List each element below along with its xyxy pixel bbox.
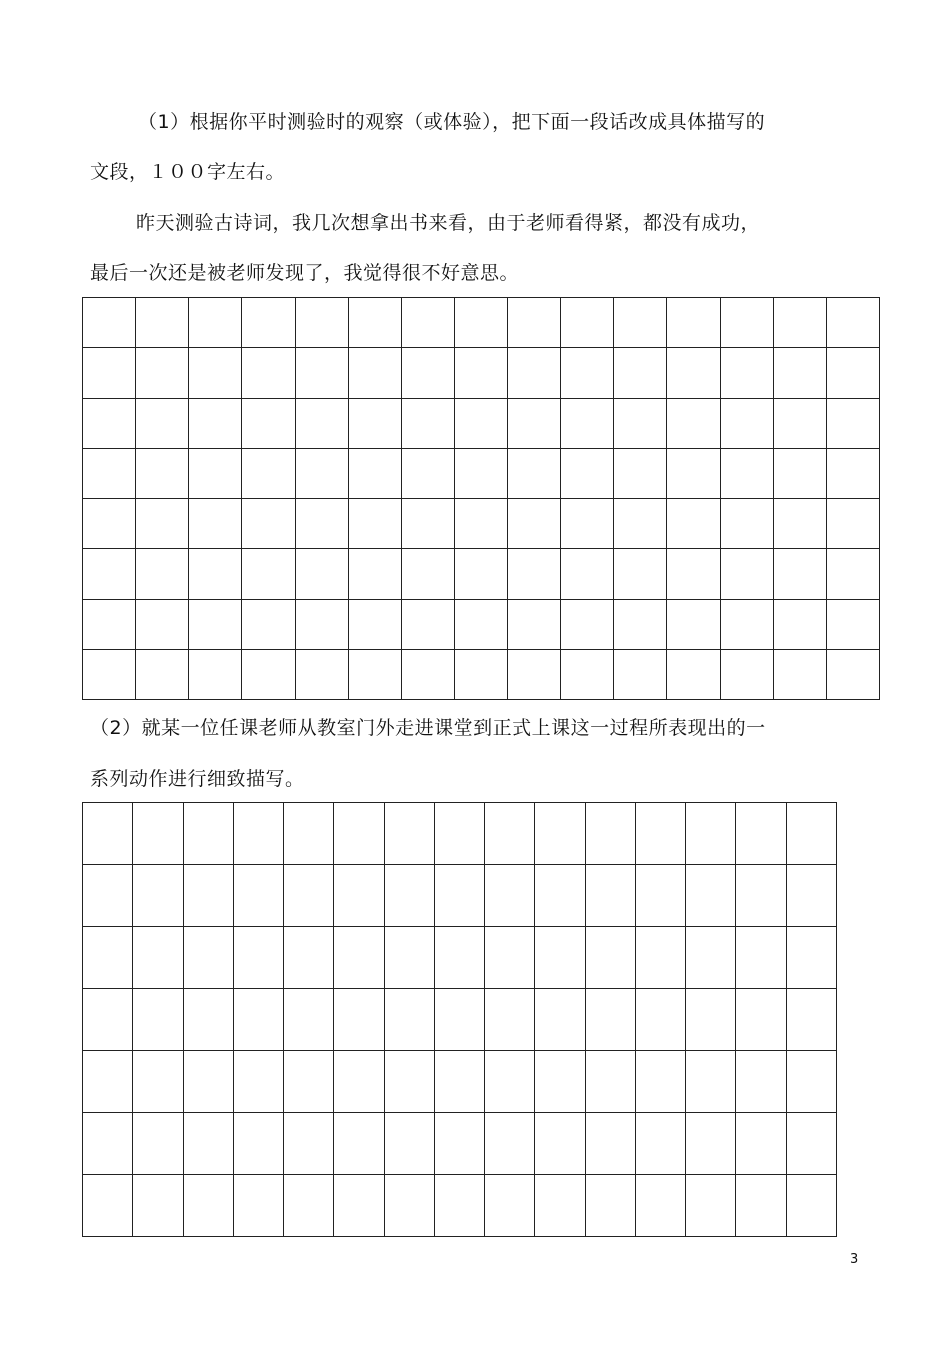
grid-cell[interactable] — [667, 298, 720, 348]
grid-row — [83, 649, 880, 699]
grid-cell[interactable] — [136, 599, 189, 649]
grid-cell[interactable] — [384, 865, 434, 927]
grid-cell[interactable] — [773, 499, 826, 549]
grid-cell[interactable] — [635, 989, 685, 1051]
grid-cell[interactable] — [561, 549, 614, 599]
grid-cell[interactable] — [736, 989, 786, 1051]
grid-cell[interactable] — [736, 1175, 786, 1237]
grid-cell[interactable] — [295, 348, 348, 398]
grid-cell[interactable] — [508, 499, 561, 549]
grid-cell[interactable] — [233, 1113, 283, 1175]
grid-cell[interactable] — [454, 649, 507, 699]
grid-cell[interactable] — [635, 927, 685, 989]
grid-cell[interactable] — [614, 499, 667, 549]
grid-cell[interactable] — [384, 1113, 434, 1175]
grid-cell[interactable] — [720, 549, 773, 599]
grid-cell[interactable] — [561, 448, 614, 498]
grid-cell[interactable] — [434, 1113, 484, 1175]
grid-cell[interactable] — [284, 1051, 334, 1113]
grid-cell[interactable] — [686, 989, 736, 1051]
grid-cell[interactable] — [189, 348, 242, 398]
task1-line-1: （1）根据你平时测验时的观察（或体验），把下面一段话改成具体描写的 — [138, 111, 766, 133]
grid-cell[interactable] — [667, 549, 720, 599]
grid-cell[interactable] — [284, 803, 334, 865]
task1-quote-line-1: 昨天测验古诗词，我几次想拿出书来看，由于老师看得紧，都没有成功， — [136, 212, 761, 234]
grid-cell[interactable] — [183, 1113, 233, 1175]
grid-row — [83, 298, 880, 348]
grid-cell[interactable] — [189, 448, 242, 498]
grid-cell[interactable] — [585, 989, 635, 1051]
grid-cell[interactable] — [786, 989, 836, 1051]
grid-cell[interactable] — [348, 599, 401, 649]
grid-cell[interactable] — [189, 649, 242, 699]
grid-cell[interactable] — [295, 298, 348, 348]
grid-cell[interactable] — [826, 398, 879, 448]
grid-cell[interactable] — [401, 348, 454, 398]
grid-cell[interactable] — [334, 989, 384, 1051]
grid-cell[interactable] — [295, 549, 348, 599]
grid-cell[interactable] — [686, 1175, 736, 1237]
grid-cell[interactable] — [284, 989, 334, 1051]
grid-cell[interactable] — [136, 348, 189, 398]
grid-cell[interactable] — [485, 1175, 535, 1237]
grid-cell[interactable] — [83, 549, 136, 599]
grid-cell[interactable] — [133, 989, 183, 1051]
grid-cell[interactable] — [83, 1175, 133, 1237]
grid-cell[interactable] — [614, 448, 667, 498]
grid-cell[interactable] — [635, 865, 685, 927]
grid-cell[interactable] — [614, 599, 667, 649]
grid-row — [83, 1113, 837, 1175]
task2-line-2: 系列动作进行细致描写。 — [90, 768, 305, 790]
grid-cell[interactable] — [667, 599, 720, 649]
grid-cell[interactable] — [183, 927, 233, 989]
grid-row — [83, 803, 837, 865]
grid-cell[interactable] — [284, 1113, 334, 1175]
grid-cell[interactable] — [183, 803, 233, 865]
grid-cell[interactable] — [720, 298, 773, 348]
grid-cell[interactable] — [635, 1051, 685, 1113]
grid-cell[interactable] — [786, 1113, 836, 1175]
grid-cell[interactable] — [667, 499, 720, 549]
grid-row — [83, 348, 880, 398]
grid-cell[interactable] — [454, 599, 507, 649]
grid-cell[interactable] — [401, 599, 454, 649]
grid-cell[interactable] — [334, 803, 384, 865]
grid-cell[interactable] — [561, 599, 614, 649]
grid-cell[interactable] — [189, 599, 242, 649]
grid-cell[interactable] — [720, 448, 773, 498]
grid-row — [83, 989, 837, 1051]
grid-cell[interactable] — [401, 499, 454, 549]
grid-cell[interactable] — [133, 1113, 183, 1175]
page-number: 3 — [850, 1252, 859, 1267]
grid-cell[interactable] — [773, 549, 826, 599]
grid-cell[interactable] — [686, 927, 736, 989]
grid-cell[interactable] — [454, 398, 507, 448]
grid-cell[interactable] — [233, 803, 283, 865]
grid-cell[interactable] — [183, 865, 233, 927]
grid-cell[interactable] — [585, 1175, 635, 1237]
grid-cell[interactable] — [635, 1113, 685, 1175]
grid-cell[interactable] — [736, 1113, 786, 1175]
grid-cell[interactable] — [242, 398, 295, 448]
grid-cell[interactable] — [485, 927, 535, 989]
grid-cell[interactable] — [348, 298, 401, 348]
grid-row — [83, 599, 880, 649]
grid-cell[interactable] — [136, 649, 189, 699]
grid-cell[interactable] — [535, 803, 585, 865]
grid-cell[interactable] — [508, 398, 561, 448]
grid-cell[interactable] — [401, 549, 454, 599]
grid-cell[interactable] — [242, 499, 295, 549]
grid-cell[interactable] — [686, 865, 736, 927]
grid-cell[interactable] — [535, 989, 585, 1051]
grid-cell[interactable] — [183, 1051, 233, 1113]
grid-cell[interactable] — [136, 398, 189, 448]
grid-cell[interactable] — [384, 989, 434, 1051]
grid-row — [83, 927, 837, 989]
grid-cell[interactable] — [720, 499, 773, 549]
grid-cell[interactable] — [242, 599, 295, 649]
grid-row — [83, 448, 880, 498]
grid-cell[interactable] — [348, 499, 401, 549]
grid-cell[interactable] — [773, 649, 826, 699]
grid-cell[interactable] — [401, 298, 454, 348]
grid-cell[interactable] — [284, 865, 334, 927]
grid-cell[interactable] — [773, 599, 826, 649]
grid-cell[interactable] — [561, 499, 614, 549]
grid-cell[interactable] — [736, 865, 786, 927]
grid-cell[interactable] — [133, 927, 183, 989]
grid-cell[interactable] — [242, 348, 295, 398]
grid-cell[interactable] — [773, 348, 826, 398]
grid-cell[interactable] — [384, 1175, 434, 1237]
grid-cell[interactable] — [535, 1113, 585, 1175]
grid-row — [83, 398, 880, 448]
grid-cell[interactable] — [83, 599, 136, 649]
grid-cell[interactable] — [295, 398, 348, 448]
grid-cell[interactable] — [334, 1113, 384, 1175]
writing-grid-1[interactable] — [82, 297, 880, 700]
grid-cell[interactable] — [348, 549, 401, 599]
grid-cell[interactable] — [233, 865, 283, 927]
grid-cell[interactable] — [614, 549, 667, 599]
grid-cell[interactable] — [454, 499, 507, 549]
grid-cell[interactable] — [401, 448, 454, 498]
grid-cell[interactable] — [233, 1175, 283, 1237]
grid-cell[interactable] — [786, 803, 836, 865]
task2-line-1: （2）就某一位任课老师从教室门外走进课堂到正式上课这一过程所表现出的一 — [90, 717, 766, 739]
grid-cell[interactable] — [485, 803, 535, 865]
grid-cell[interactable] — [83, 398, 136, 448]
grid-cell[interactable] — [348, 649, 401, 699]
grid-cell[interactable] — [736, 1051, 786, 1113]
grid-cell[interactable] — [773, 298, 826, 348]
grid-cell[interactable] — [786, 927, 836, 989]
grid-cell[interactable] — [233, 1051, 283, 1113]
grid-cell[interactable] — [561, 348, 614, 398]
grid-cell[interactable] — [585, 1113, 635, 1175]
grid-cell[interactable] — [133, 1051, 183, 1113]
grid-cell[interactable] — [83, 499, 136, 549]
grid-cell[interactable] — [83, 448, 136, 498]
writing-grid-2[interactable] — [82, 802, 837, 1237]
grid-cell[interactable] — [242, 549, 295, 599]
grid-cell[interactable] — [786, 1175, 836, 1237]
grid-cell[interactable] — [720, 348, 773, 398]
grid-cell[interactable] — [561, 398, 614, 448]
grid-cell[interactable] — [667, 448, 720, 498]
grid-cell[interactable] — [585, 927, 635, 989]
grid-cell[interactable] — [736, 803, 786, 865]
grid-cell[interactable] — [826, 298, 879, 348]
grid-cell[interactable] — [786, 1051, 836, 1113]
grid-cell[interactable] — [720, 398, 773, 448]
grid-cell[interactable] — [233, 989, 283, 1051]
grid-cell[interactable] — [773, 398, 826, 448]
grid-cell[interactable] — [133, 865, 183, 927]
grid-row — [83, 1051, 837, 1113]
grid-cell[interactable] — [434, 927, 484, 989]
grid-cell[interactable] — [667, 348, 720, 398]
grid-cell[interactable] — [401, 649, 454, 699]
grid-cell[interactable] — [454, 298, 507, 348]
grid-cell[interactable] — [535, 865, 585, 927]
grid-cell[interactable] — [83, 1113, 133, 1175]
grid-cell[interactable] — [136, 549, 189, 599]
grid-cell[interactable] — [667, 398, 720, 448]
grid-cell[interactable] — [614, 348, 667, 398]
grid-cell[interactable] — [133, 803, 183, 865]
grid-cell[interactable] — [136, 448, 189, 498]
grid-cell[interactable] — [434, 1175, 484, 1237]
grid-cell[interactable] — [585, 1051, 635, 1113]
grid-cell[interactable] — [826, 448, 879, 498]
grid-cell[interactable] — [83, 649, 136, 699]
grid-cell[interactable] — [295, 599, 348, 649]
grid-cell[interactable] — [334, 1051, 384, 1113]
grid-row — [83, 549, 880, 599]
grid-cell[interactable] — [508, 649, 561, 699]
grid-cell[interactable] — [826, 549, 879, 599]
grid-cell[interactable] — [667, 649, 720, 699]
grid-cell[interactable] — [508, 549, 561, 599]
grid-cell[interactable] — [535, 927, 585, 989]
grid-cell[interactable] — [295, 649, 348, 699]
grid-cell[interactable] — [485, 865, 535, 927]
grid-cell[interactable] — [136, 499, 189, 549]
grid-cell[interactable] — [136, 298, 189, 348]
grid-cell[interactable] — [183, 989, 233, 1051]
grid-cell[interactable] — [826, 348, 879, 398]
grid-cell[interactable] — [295, 448, 348, 498]
grid-cell[interactable] — [189, 499, 242, 549]
grid-cell[interactable] — [189, 549, 242, 599]
grid-cell[interactable] — [454, 348, 507, 398]
grid-cell[interactable] — [561, 298, 614, 348]
grid-cell[interactable] — [434, 1051, 484, 1113]
grid-cell[interactable] — [508, 348, 561, 398]
grid-cell[interactable] — [401, 398, 454, 448]
grid-cell[interactable] — [83, 865, 133, 927]
grid-cell[interactable] — [614, 398, 667, 448]
grid-cell[interactable] — [720, 599, 773, 649]
grid-row — [83, 1175, 837, 1237]
grid-cell[interactable] — [635, 1175, 685, 1237]
grid-cell[interactable] — [614, 649, 667, 699]
grid-cell[interactable] — [83, 989, 133, 1051]
grid-cell[interactable] — [434, 865, 484, 927]
grid-cell[interactable] — [485, 1113, 535, 1175]
grid-cell[interactable] — [334, 927, 384, 989]
grid-cell[interactable] — [434, 803, 484, 865]
grid-cell[interactable] — [284, 1175, 334, 1237]
grid-row — [83, 499, 880, 549]
grid-cell[interactable] — [348, 448, 401, 498]
grid-cell[interactable] — [614, 298, 667, 348]
grid-cell[interactable] — [561, 649, 614, 699]
grid-cell[interactable] — [585, 865, 635, 927]
grid-cell[interactable] — [189, 398, 242, 448]
grid-cell[interactable] — [183, 1175, 233, 1237]
grid-cell[interactable] — [736, 927, 786, 989]
grid-cell[interactable] — [585, 803, 635, 865]
grid-cell[interactable] — [508, 448, 561, 498]
grid-cell[interactable] — [720, 649, 773, 699]
grid-cell[interactable] — [233, 927, 283, 989]
grid-cell[interactable] — [83, 298, 136, 348]
grid-cell[interactable] — [485, 1051, 535, 1113]
grid-cell[interactable] — [242, 448, 295, 498]
grid-cell[interactable] — [284, 927, 334, 989]
grid-cell[interactable] — [334, 865, 384, 927]
grid-cell[interactable] — [485, 989, 535, 1051]
grid-cell[interactable] — [434, 989, 484, 1051]
grid-cell[interactable] — [686, 1113, 736, 1175]
task1-quote-line-2: 最后一次还是被老师发现了，我觉得很不好意思。 — [90, 262, 520, 284]
grid-cell[interactable] — [348, 348, 401, 398]
grid-cell[interactable] — [686, 1051, 736, 1113]
grid-cell[interactable] — [133, 1175, 183, 1237]
grid-cell[interactable] — [384, 803, 434, 865]
grid-cell[interactable] — [334, 1175, 384, 1237]
grid-row — [83, 865, 837, 927]
grid-cell[interactable] — [189, 298, 242, 348]
grid-cell[interactable] — [535, 1051, 585, 1113]
grid-cell[interactable] — [826, 499, 879, 549]
grid-cell[interactable] — [83, 927, 133, 989]
grid-cell[interactable] — [454, 549, 507, 599]
grid-cell[interactable] — [83, 803, 133, 865]
grid-cell[interactable] — [454, 448, 507, 498]
grid-cell[interactable] — [348, 398, 401, 448]
grid-cell[interactable] — [826, 599, 879, 649]
grid-cell[interactable] — [83, 1051, 133, 1113]
grid-cell[interactable] — [242, 649, 295, 699]
grid-cell[interactable] — [635, 803, 685, 865]
grid-cell[interactable] — [242, 298, 295, 348]
grid-cell[interactable] — [786, 865, 836, 927]
grid-cell[interactable] — [295, 499, 348, 549]
grid-cell[interactable] — [508, 298, 561, 348]
grid-cell[interactable] — [384, 927, 434, 989]
grid-cell[interactable] — [384, 1051, 434, 1113]
grid-cell[interactable] — [773, 448, 826, 498]
grid-cell[interactable] — [535, 1175, 585, 1237]
grid-cell[interactable] — [508, 599, 561, 649]
grid-cell[interactable] — [686, 803, 736, 865]
grid-cell[interactable] — [826, 649, 879, 699]
task1-line-2: 文段，１００字左右。 — [90, 161, 286, 183]
grid-cell[interactable] — [83, 348, 136, 398]
